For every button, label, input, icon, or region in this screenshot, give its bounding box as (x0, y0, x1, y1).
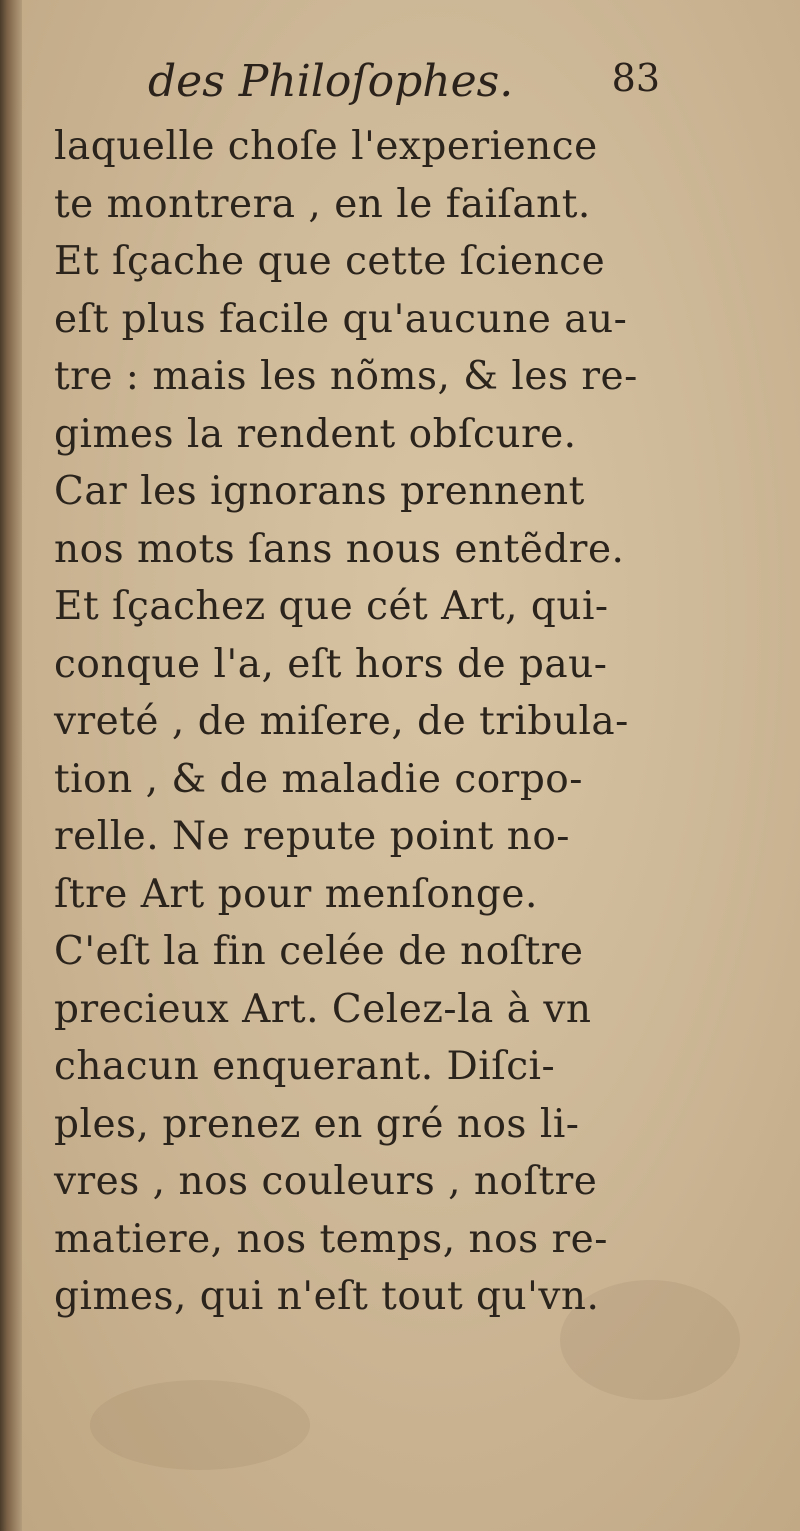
text-line: tion , & de maladie corpo- (54, 756, 583, 802)
text-line: vreté , de miſere, de tribula- (54, 699, 629, 744)
text-line: vres , nos couleurs , noſtre (54, 1159, 598, 1204)
page-gutter (0, 0, 22, 1531)
text-line: Car les ignorans prennent (54, 469, 585, 514)
paper-stain (90, 1380, 310, 1470)
text-line: nos mots ſans nous entẽdre. (54, 526, 625, 572)
text-line: te montrera , en le faiſant. (54, 181, 591, 227)
text-line: relle. Ne repute point no- (54, 814, 570, 859)
page-number: 83 (611, 56, 660, 100)
text-line: Et ſçache que cette ſcience (54, 239, 606, 284)
page-header (140, 56, 660, 116)
text-line: ſtre Art pour menſonge. (54, 871, 538, 917)
running-title: des Philoſophes. (148, 56, 514, 107)
text-line: ples, prenez en gré nos li- (54, 1101, 580, 1147)
text-line: Et ſçachez que cét Art, qui- (54, 584, 609, 629)
body-text (54, 118, 694, 1326)
text-line: eſt plus facile qu'aucune au- (54, 296, 628, 342)
text-line: gimes la rendent obſcure. (54, 411, 577, 457)
text-line: laquelle choſe l'experience (54, 124, 598, 169)
text-line: gimes, qui n'eſt tout qu'vn. (54, 1274, 600, 1319)
text-line: matiere, nos temps, nos re- (54, 1216, 608, 1262)
text-line: C'eſt la fin celée de noſtre (54, 929, 584, 974)
text-line: tre : mais les nõms, & les re- (54, 354, 638, 399)
text-line: conque l'a, eſt hors de pau- (54, 641, 608, 687)
text-line: chacun enquerant. Diſci- (54, 1044, 556, 1089)
text-line: precieux Art. Celez-la à vn (54, 986, 592, 1032)
